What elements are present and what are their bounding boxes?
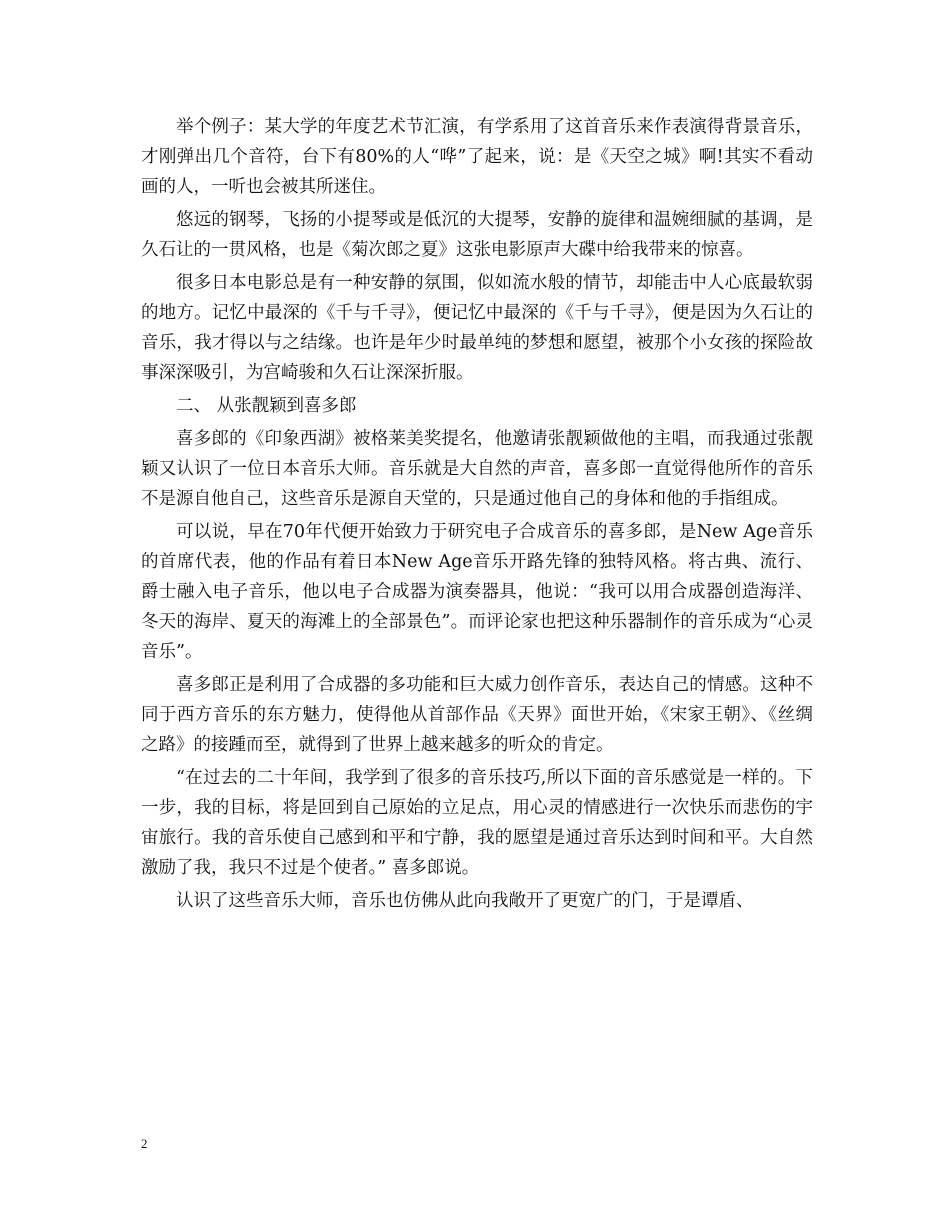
- document-body: [141, 112, 813, 919]
- paragraph-west-lake: 喜多郎的《印象西湖》被格莱美奖提名，他邀请张靓颖做他的主唱，而我通过张靓颖又认识了一位日本音乐大师。音乐就是大自然的声音，喜多郎一直觉得他所作的音乐不是源自他自己，这些音乐是源自天堂的，只是通过他自己的身体和他的手指组成。: [141, 429, 813, 509]
- paragraph-hisaishi-style: 悠远的钢琴，飞扬的小提琴或是低沉的大提琴，安静的旋律和温婉细腻的基调，是久石让的一贯风格，也是《菊次郎之夏》这张电影原声大碟中给我带来的惊喜。: [141, 210, 813, 260]
- page-number: 2: [141, 1136, 148, 1151]
- paragraph-japanese-films: 很多日本电影总是有一种安静的氛围，似如流水般的情节，却能击中人心底最软弱的地方。记忆中最深的《千与千寻》，便记忆中最深的《千与千寻》，便是因为久石让的音乐，我才得以与之结缘。也许是年少时最单纯的梦想和愿望，被那个小女孩的探险故事深深吸引，为宫崎骏和久石让深深折服。: [141, 273, 813, 383]
- paragraph-synthesizer: 喜多郎正是利用了合成器的多功能和巨大威力创作音乐，表达自己的情感。这种不同于西方音乐的东方魅力，使得他从首部作品《天界》面世开始，《宋家王朝》、《丝绸之路》的接踵而至，就得到了世界上越来越多的听众的肯定。: [141, 675, 813, 755]
- paragraph-new-age: 可以说，早在70年代便开始致力于研究电子合成音乐的喜多郎，是New Age音乐的首席代表，他的作品有着日本New Age音乐开路先锋的独特风格。将古典、流行、爵士融入电子音乐，他以电子合成器为演奏器具，他说：“我可以用合成器创造海洋、冬天的海岸、夏天的海滩上的全部景色”。而评论家也把这种乐器制作的音乐成为“心灵音乐”。: [141, 522, 813, 662]
- paragraph-masters: 认识了这些音乐大师，音乐也仿佛从此向我敞开了更宽广的门，于是谭盾、: [176, 891, 754, 911]
- paragraph-castle-in-the-sky: 举个例子：某大学的年度艺术节汇演，有学系用了这首音乐来作表演得背景音乐，才刚弹出几个音符，台下有80%的人“哗”了起来，说：是《天空之城》啊!其实不看动画的人，一听也会被其所迷住。: [141, 117, 813, 197]
- section-heading-kitaro: 二、 从张靓颖到喜多郎: [176, 396, 357, 416]
- paragraph-kitaro-quote: “在过去的二十年间，我学到了很多的音乐技巧,所以下面的音乐感觉是一样的。下一步，我的目标，将是回到自己原始的立足点，用心灵的情感进行一次快乐而悲伤的宇宙旅行。我的音乐使自己感到和平和宁静，我的愿望是通过音乐达到时间和平。大自然激励了我，我只不过是个使者。” 喜多郎说。: [141, 768, 813, 878]
